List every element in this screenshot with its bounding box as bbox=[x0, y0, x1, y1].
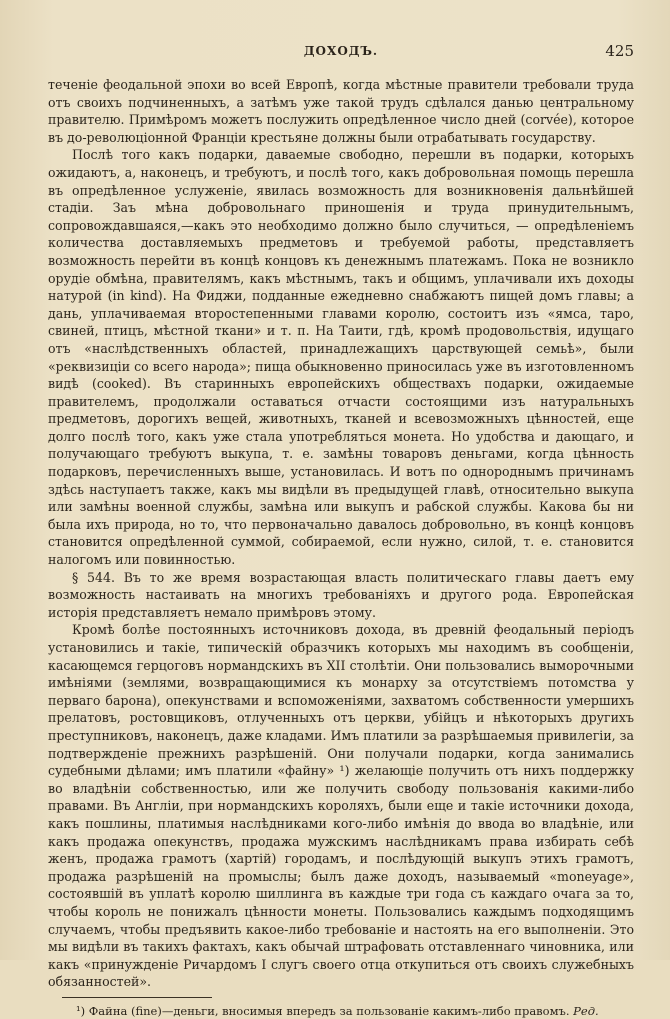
footnote bbox=[48, 1004, 634, 1019]
page-number: 425 bbox=[605, 42, 634, 60]
running-title: ДОХОДЪ. bbox=[303, 44, 379, 58]
running-head bbox=[48, 44, 634, 66]
paragraph-gifts-to-payments: Послѣ того какъ подарки, даваемые свободно, перешли въ подарки, которыхъ ожидаютъ, а, наконецъ, и требуютъ, и послѣ того, какъ добровольная помощь перешла въ опредѣленное услуженіе, явилась возможность для возникновенія дальнѣйшей стадіи. Заъ мѣна добровольнаго приношенія и труда принудительнымъ, сопровождавшаяся,—какъ это необходимо должно было случиться, — опредѣленіемъ количества доставляемыхъ предметовъ и требуемой работы, представляетъ возможность перейти въ концѣ концовъ къ денежнымъ платежамъ. Пока не возникло орудіе обмѣна, правителямъ, какъ мѣстнымъ, такъ и общимъ, уплачивали ихъ доходы натурой (in kind). На Фиджи, подданные ежедневно снабжаютъ пищей домъ главы; а дань, уплачиваемая второстепенными главами королю, состоитъ изъ «ямса, таро, свиней, птицъ, мѣстной ткани» и т. п. На Таити, гдѣ, кромѣ продовольствія, идущаго отъ «наслѣдственныхъ областей, принадлежащихъ царствующей семьѣ», были «реквизиціи со всего народа»; пища обыкновенно приносилась уже въ изготовленномъ видѣ (cooked). Въ старинныхъ европейскихъ обществахъ подарки, ожидаемые правителемъ, продолжали оставаться отчасти состоящими изъ натуральныхъ предметовъ, дорогихъ вещей, животныхъ, тканей и всевозможныхъ цѣнностей, еще долго послѣ того, какъ уже стала употребляться монета. Но удобства и дающаго, и получающаго требуютъ выкупа, т. е. замѣны товаровъ деньгами, когда цѣнность подарковъ, перечисленныхъ выше, установилась. И вотъ по однороднымъ причинамъ здѣсь наступаетъ также, какъ мы видѣли въ предыдущей главѣ, относительно выкупа или замѣны военной службы, замѣна или выкупъ и рабской службы. Какова бы ни была ихъ природа, но то, что первоначально давалось добровольно, въ концѣ концовъ становится опредѣленной суммой, собираемой, если нужно, силой, т. е. становится налогомъ или повинностью. bbox=[48, 147, 634, 568]
paragraph-feudal-labor: теченіе феодальной эпохи во всей Европѣ, когда мѣстные правители требовали труда отъ своихъ подчиненныхъ, а затѣмъ уже такой трудъ сдѣлался данью центральному правителю. Примѣромъ можетъ послужить опредѣленное число дней (corvée), которое въ до-революціонной Франціи крестьяне должны были отрабатывать государству. bbox=[48, 77, 634, 145]
footnote-divider bbox=[62, 997, 212, 998]
editor-mark: Ред. bbox=[573, 1003, 599, 1018]
paragraph-section-544: § 544. Въ то же время возрастающая власть политическаго главы даетъ ему возможность настаивать на многихъ требованіяхъ и другого рода. Европейская исторія представляетъ немало примѣровъ этому. bbox=[48, 569, 634, 620]
footnote-text: ¹) Файна (fine)—деньги, вносимыя впередъ за пользованіе какимъ-либо правомъ. bbox=[76, 1003, 570, 1018]
body-text bbox=[48, 76, 634, 991]
paragraph-feudal-revenues: Кромѣ болѣе постоянныхъ источниковъ дохода, въ древній феодальный періодъ установились и такіе, типическій образчикъ которыхъ мы находимъ въ сообщеніи, касающемся герцоговъ нормандскихъ въ XII столѣтіи. Они пользовались выморочными имѣніями (землями, возвращающимися къ монарху за отсутствіемъ потомства у перваго барона), опекунствами и вспоможеніями, захватомъ собственности умершихъ прелатовъ, ростовщиковъ, отлученныхъ отъ церкви, убійцъ и нѣкоторыхъ другихъ преступниковъ, наконецъ, даже кладами. Имъ платили за разрѣшаемыя привилегіи, за подтвержденіе прежнихъ разрѣшеній. Они получали подарки, когда занимались судебными дѣлами; имъ платили «файну» ¹) желающіе получить отъ нихъ поддержку во владѣніи собственностью, или же получить свободу пользованія какими-либо правами. Въ Англіи, при нормандскихъ короляхъ, были еще и такіе источники дохода, какъ пошлины, платимыя наслѣдниками кого-либо имѣнія до ввода во владѣніе, или какъ продажа опекунствъ, продажа мужскимъ наслѣдникамъ права избирать себѣ женъ, продажа грамотъ (хартій) городамъ, и послѣдующій выкупъ этихъ грамотъ, продажа разрѣшеній на промыслы; былъ даже доходъ, называемый «monеуаge», состоявшій въ уплатѣ королю шиллинга въ каждые три года съ каждаго очага за то, чтобы король не понижалъ цѣнности монеты. Пользовались каждымъ подходящимъ случаемъ, чтобы предъявить какое-либо требованіе и настоять на его выполненіи. Это мы видѣли въ такихъ фактахъ, какъ обычай штрафовать отставленнаго чиновника, или какъ «принужденіе Ричардомъ I слугъ своего отца откупиться отъ своихъ служебныхъ обязанностей». bbox=[48, 622, 634, 990]
